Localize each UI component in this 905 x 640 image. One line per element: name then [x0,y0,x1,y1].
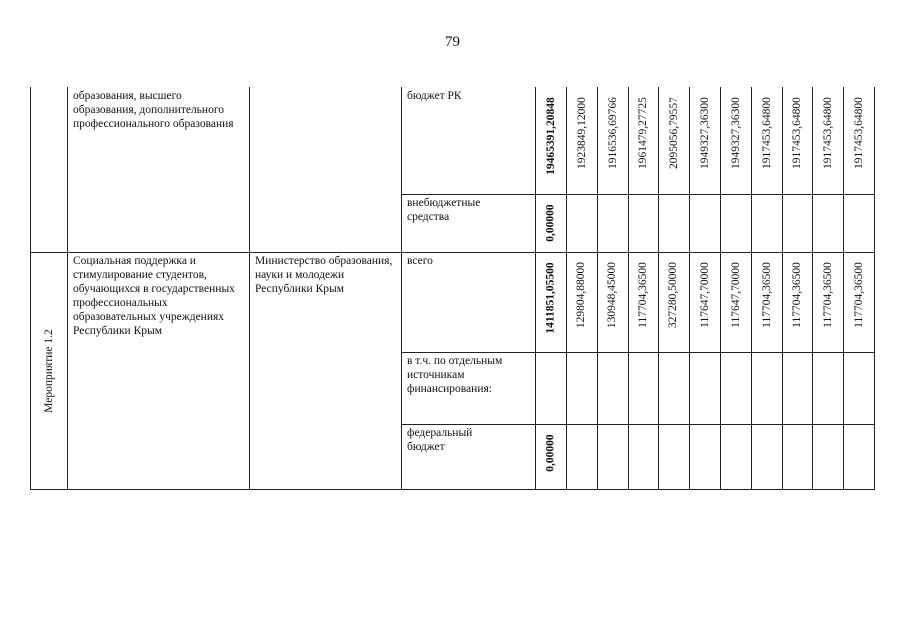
year-amount-cell [566,87,597,194]
year-amount-cell [597,87,628,194]
year-amount: 130948,45000 [606,261,619,329]
year-amount: 2095056,79557 [667,97,680,169]
year-amount-cell [812,87,843,194]
year-amount-cell [658,87,689,194]
column-border [249,87,250,490]
year-amount: 1917453,64800 [821,97,834,169]
total-amount: 0,00000 [544,203,557,242]
column-border [874,87,875,490]
executor-name: Министерство образования, науки и молодежи Республики Крым [255,255,393,295]
year-amount-cell [628,87,658,194]
measure-name: образования, высшего образования, дополнительного профессионального образования [73,90,234,130]
total-amount-cell [535,252,566,352]
total-amount-cell [535,194,566,252]
year-amount: 117704,36500 [791,262,804,328]
year-amount: 1949327,36300 [698,97,711,169]
year-amount: 1923849,12000 [575,97,588,169]
year-amount-cell [689,87,720,194]
measure-label-cell [30,252,67,489]
year-amount-cell [689,252,720,352]
measure-name: Социальная поддержка и стимулирование студентов, обучающихся в государственных профессиональных образовательных учреждениях Республики Крым [73,255,235,337]
funding-source: внебюджетные средства [407,197,481,223]
year-amount: 1961479,27725 [637,97,649,169]
row-border [401,194,875,195]
total-amount: 19465391,20848 [544,97,557,175]
measure-label: Мероприятие 1.2 [42,328,55,413]
total-amount-cell [535,424,566,489]
year-amount-cell [628,252,658,352]
year-amount-cell [751,252,782,352]
year-amount: 117647,70000 [729,262,742,328]
total-amount: 1411851,05500 [544,261,557,334]
year-amount: 117704,36500 [760,262,773,328]
year-amount-cell [566,252,597,352]
column-border [401,87,402,490]
year-amount-cell [843,252,874,352]
year-amount: 1917453,64800 [852,97,865,169]
year-amount-cell [782,252,812,352]
row-border [401,352,875,353]
year-amount-cell [843,87,874,194]
year-amount-cell [812,252,843,352]
year-amount-cell [720,252,751,352]
funding-source: бюджет РК [407,90,462,102]
year-amount: 327280,50000 [667,261,680,329]
row-border [401,424,875,425]
year-amount-cell [782,87,812,194]
year-amount: 1917453,64800 [760,97,773,169]
year-amount: 1917453,64800 [791,97,803,169]
year-amount: 117704,36500 [821,262,834,328]
year-amount: 117704,36500 [637,262,650,328]
year-amount-cell [658,252,689,352]
page-number: 79 [445,34,460,50]
funding-source: федеральный бюджет [407,427,473,453]
year-amount-cell [751,87,782,194]
funding-source: в т.ч. по отдельным источникам финансирования: [407,355,503,395]
column-border [67,87,68,490]
year-amount-cell [720,87,751,194]
year-amount: 129804,88000 [575,261,588,329]
year-amount: 1916536,69766 [606,97,619,169]
total-amount-cell [535,87,566,194]
row-border [30,489,875,490]
year-amount: 1949327,36300 [729,97,742,169]
year-amount-cell [597,252,628,352]
year-amount: 117647,70000 [698,262,711,328]
year-amount: 117704,36500 [852,262,865,328]
total-amount: 0,00000 [544,433,557,472]
funding-source: всего [407,255,433,267]
